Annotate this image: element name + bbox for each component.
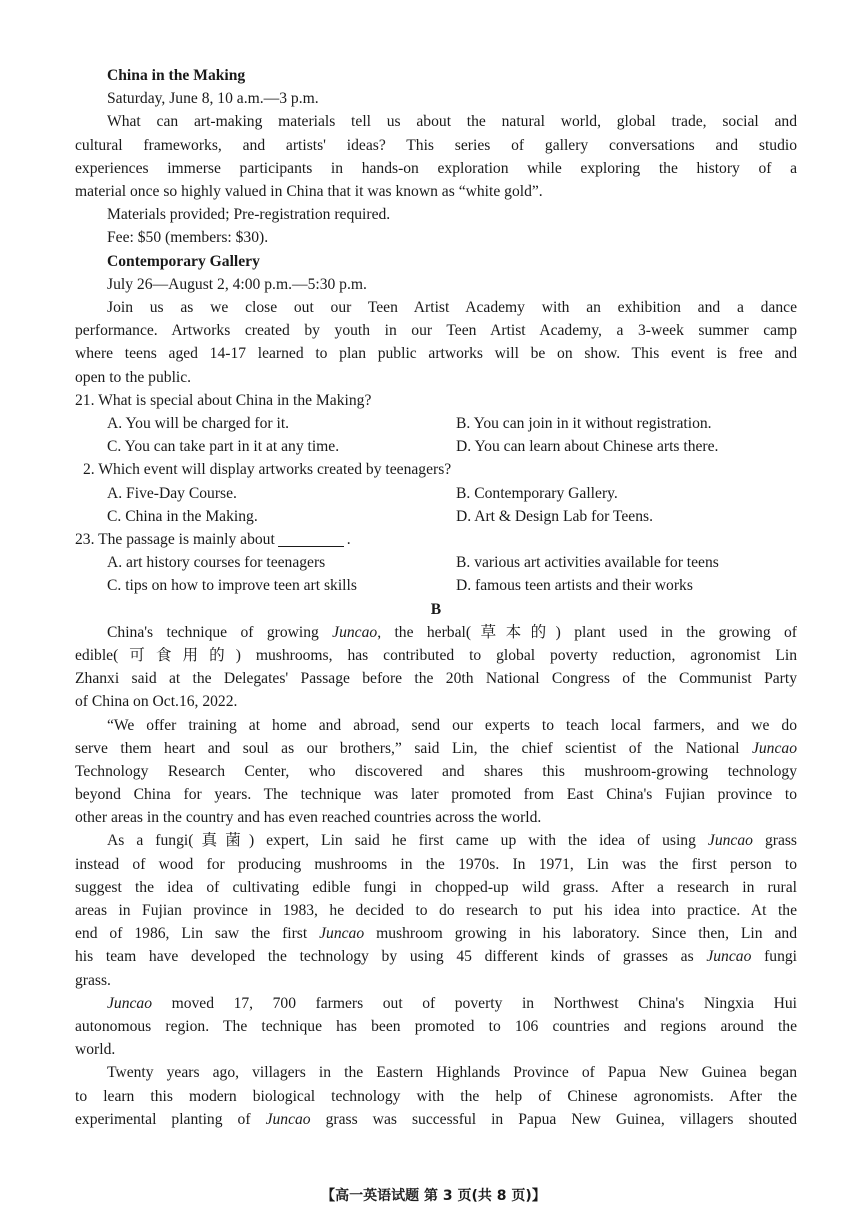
- option-row: [75, 482, 797, 505]
- text-line: Twenty years ago, villagers in the Eastern Highlands Province of Papua New Guinea began: [107, 1064, 797, 1082]
- event-materials: Materials provided; Pre-registration required.: [107, 206, 391, 224]
- option-row: [75, 505, 797, 528]
- text-line: end of 1986, Lin saw the first Juncao mushroom growing in his laboratory. Since then, Lin and: [75, 925, 797, 943]
- text-line: where teens aged 14-17 learned to plan public artworks will be on show. This event is free and: [75, 345, 797, 363]
- text-line: serve them heart and soul as our brothers,” said Lin, the chief scientist of the National Juncao: [75, 739, 797, 757]
- option-c: C. China in the Making.: [107, 507, 258, 525]
- text-line: to learn this modern biological technology with the help of Chinese agronomists. After the: [75, 1087, 797, 1105]
- question-stem: 21. What is special about China in the Making?: [75, 391, 372, 409]
- text-line: experiences immerse participants in hands-on exploration while exploring the history of a: [75, 159, 797, 177]
- section-b: [75, 598, 797, 1131]
- event-fee: Fee: $50 (members: $30).: [107, 229, 269, 247]
- text-line: As a fungi(真菌) expert, Lin said he first came up with the idea of using Juncao grass: [107, 832, 798, 850]
- text-line: edible(可食用的) mushrooms, has contributed to global poverty reduction, agronomist Lin: [75, 646, 797, 664]
- option-c: C. tips on how to improve teen art skills: [107, 577, 357, 595]
- option-d: D. You can learn about Chinese arts there.: [456, 438, 719, 456]
- text-line: his team have developed the technology by using 45 different kinds of grasses as Juncao fungi: [75, 948, 797, 966]
- text-line: beyond China for years. The technique was later promoted from East China's Fujian province to: [75, 786, 797, 804]
- option-b: B. You can join in it without registration.: [456, 414, 712, 432]
- question-stem: 2. Which event will display artworks created by teenagers?: [83, 461, 452, 479]
- option-a: A. art history courses for teenagers: [107, 554, 326, 572]
- text-line: “We offer training at home and abroad, send our experts to teach local farmers, and we do: [107, 716, 797, 734]
- question-stem: 23. The passage is mainly about: [75, 530, 275, 548]
- text-line: Juncao moved 17, 700 farmers out of poverty in Northwest China's Ningxia Hui: [107, 994, 797, 1012]
- text-line: suggest the idea of cultivating edible fungi in chopped-up wild grass. After a research in rural: [75, 878, 797, 896]
- option-d: D. famous teen artists and their works: [456, 577, 693, 595]
- event-title: Contemporary Gallery: [107, 252, 260, 270]
- option-b: B. Contemporary Gallery.: [456, 484, 618, 502]
- text-line: areas in Fujian province in 1983, he decided to do research to put his idea into practice. At the: [75, 902, 797, 920]
- option-d: D. Art & Design Lab for Teens.: [456, 507, 653, 525]
- option-row: [75, 412, 797, 435]
- text-line: Zhanxi said at the Delegates' Passage before the 20th National Congress of the Communist Party: [75, 670, 797, 688]
- option-row: [75, 574, 797, 597]
- text-line: instead of wood for producing mushrooms in the 1970s. In 1971, Lin was the first person to: [75, 855, 797, 873]
- text-line: Technology Research Center, who discovered and shares this mushroom-growing technology: [75, 762, 797, 780]
- text-line: experimental planting of Juncao grass was successful in Papua New Guinea, villagers shouted: [75, 1110, 797, 1128]
- text-line: autonomous region. The technique has been promoted to 106 countries and regions around the: [75, 1017, 797, 1035]
- text-line: cultural frameworks, and artists' ideas? This series of gallery conversations and studio: [75, 136, 797, 154]
- answer-blank: [278, 531, 344, 547]
- option-row: [75, 435, 797, 458]
- event-contemporary-gallery: [75, 250, 797, 389]
- text-line: What can art-making materials tell us about the natural world, global trade, social and: [107, 113, 797, 131]
- text-line: China's technique of growing Juncao, the herbal(草本的) plant used in the growing of: [107, 623, 797, 641]
- option-row: [75, 551, 797, 574]
- event-date: Saturday, June 8, 10 a.m.—3 p.m.: [107, 90, 319, 108]
- option-c: C. You can take part in it at any time.: [107, 438, 340, 456]
- text-line: of China on Oct.16, 2022.: [75, 693, 238, 711]
- text-line: material once so highly valued in China that it was known as “white gold”.: [75, 182, 543, 200]
- question-stem-end: .: [346, 530, 351, 548]
- question-stem-23: [75, 528, 797, 551]
- text-line: Join us as we close out our Teen Artist Academy with an exhibition and a dance: [107, 298, 797, 316]
- option-a: A. You will be charged for it.: [107, 414, 290, 432]
- event-title: China in the Making: [107, 67, 246, 84]
- text-line: grass.: [75, 971, 111, 989]
- question-list: [75, 389, 797, 598]
- section-label: B: [430, 600, 442, 618]
- text-line: open to the public.: [75, 368, 192, 386]
- text-line: other areas in the country and has even reached countries across the world.: [75, 809, 542, 827]
- option-a: A. Five-Day Course.: [107, 484, 237, 502]
- event-china-in-the-making: [75, 64, 797, 250]
- option-b: B. various art activities available for teens: [456, 554, 719, 572]
- event-date: July 26—August 2, 4:00 p.m.—5:30 p.m.: [107, 275, 367, 293]
- text-line: world.: [75, 1041, 116, 1059]
- text-line: performance. Artworks created by youth in our Teen Artist Academy, a 3-week summer camp: [75, 322, 797, 340]
- page-footer: 【高一英语试题 第 3 页(共 8 页)】: [321, 1188, 546, 1204]
